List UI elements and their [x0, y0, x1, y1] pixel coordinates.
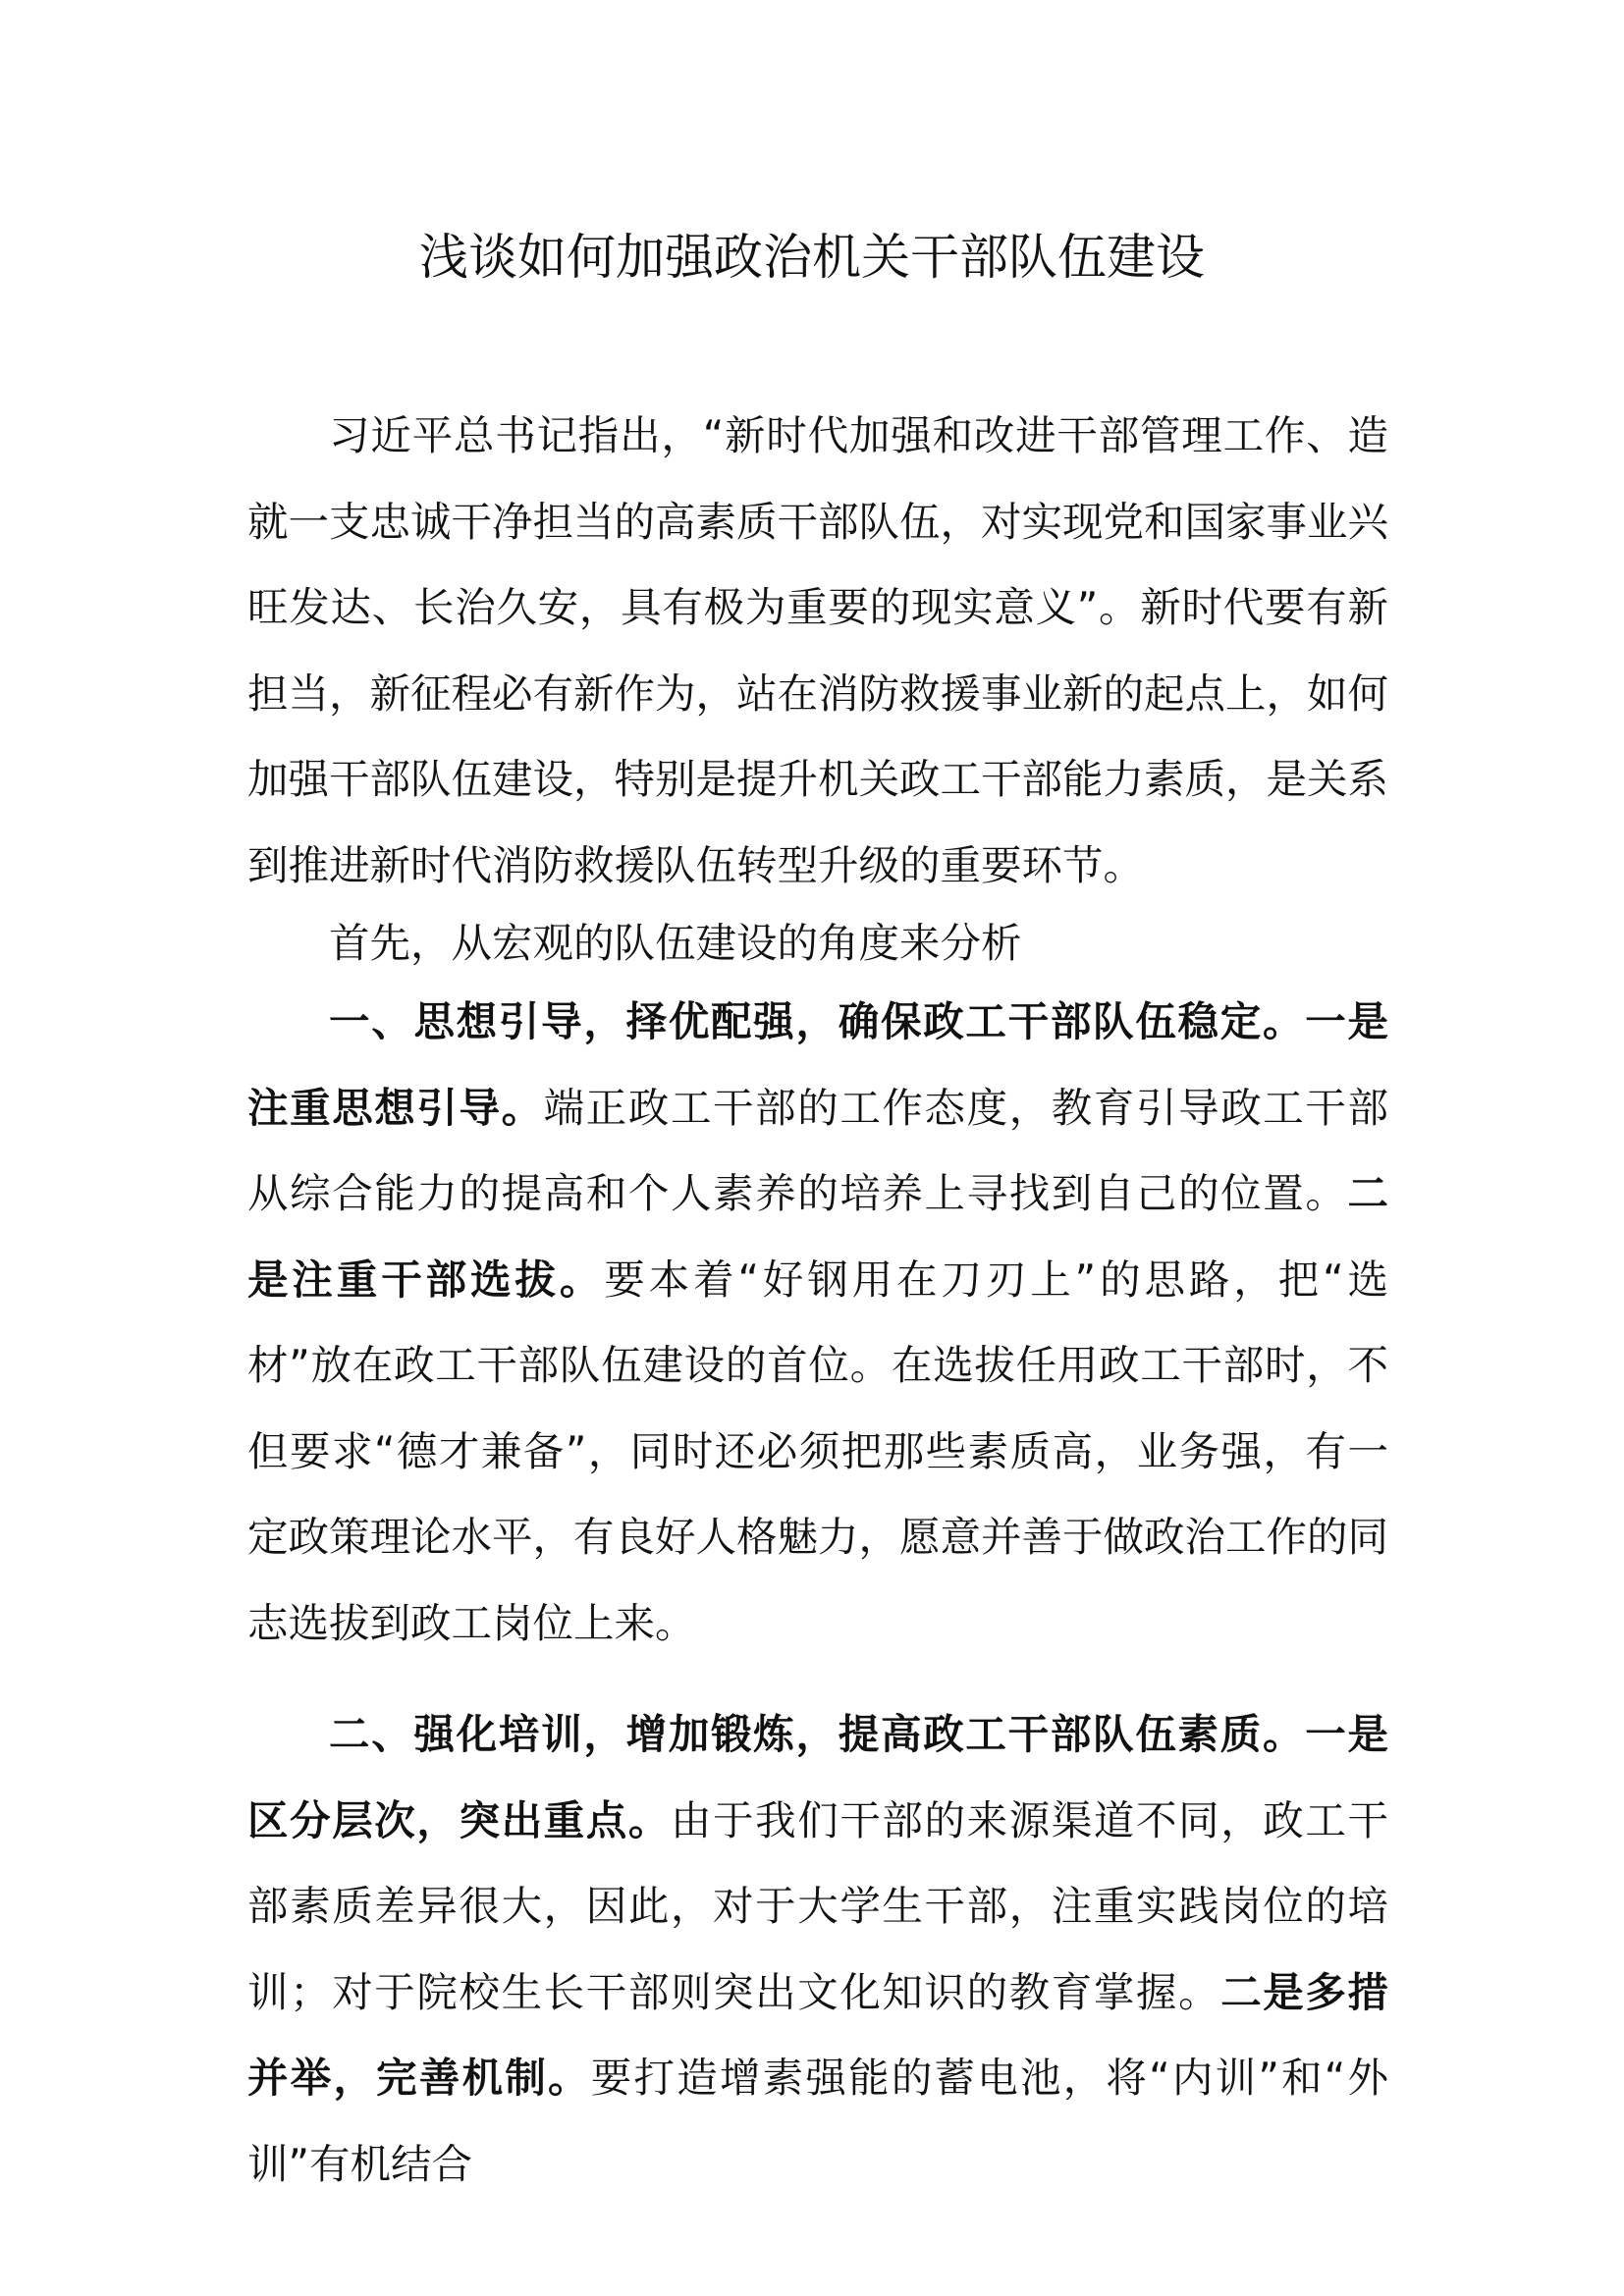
- section-one-point2-label: 二是注重干部选拔。: [247, 1169, 1388, 1304]
- section-one-point2-text: 要本着“好钢用在刀刃上”的思路，把“选材”放在政工干部队伍建设的首位。在选拔任用政工干部时，不但要求“德才兼备”，同时还必须把那些素质高，业务强，有一定政策理论水平，有良好人格魅力，愿意并善于做政治工作的同志选拔到政工岗位上来。: [247, 1255, 1389, 1647]
- section-two-point2-text: 要打造增素强能的蓄电池，将“内训”和“外训”有机结合: [247, 2054, 1388, 2188]
- section-two-point1-text: 由于我们干部的来源渠道不同，政工干部素质差异很大，因此，对于大学生干部，注重实践岗位的培训；对于院校生长干部则突出文化知识的教育掌握。: [247, 1795, 1388, 2016]
- section-two-point1-label: 一是区分层次，突出重点。: [247, 1710, 1388, 1844]
- intro-paragraph: 习近平总书记指出，“新时代加强和改进干部管理工作、造就一支忠诚干净担当的高素质干部队伍，对实现党和国家事业兴旺发达、长治久安，具有极为重要的现实意义”。新时代要有新担当，新征程必有新作为，站在消防救援事业新的起点上，如何加强干部队伍建设，特别是提升机关政工干部能力素质，是关系到推进新时代消防救援队伍转型升级的重要环节。: [247, 411, 1389, 889]
- section-two-heading: 二、强化培训，增加锻炼，提高政工干部队伍素质。: [329, 1710, 1306, 1758]
- section-one-point1-text: 端正政工干部的工作态度，教育引导政工干部从综合能力的提高和个人素养的培养上寻找到自己的位置。: [247, 1083, 1388, 1217]
- document-title: 浅谈如何加强政治机关干部队伍建设: [419, 229, 1205, 286]
- section-two-point2-label: 二是多措并举，完善机制。: [247, 1967, 1388, 2102]
- section-one-paragraph: [247, 979, 1388, 1666]
- document-body: [247, 393, 1388, 2207]
- section-two-paragraph: [247, 1691, 1388, 2207]
- section-one-heading: 一、思想引导，择优配强，确保政工干部队伍稳定。: [329, 997, 1306, 1045]
- analysis-lead-paragraph: 首先，从宏观的队伍建设的角度来分析: [329, 919, 1022, 967]
- section-one-point1-label: 一是注重思想引导。: [247, 997, 1388, 1132]
